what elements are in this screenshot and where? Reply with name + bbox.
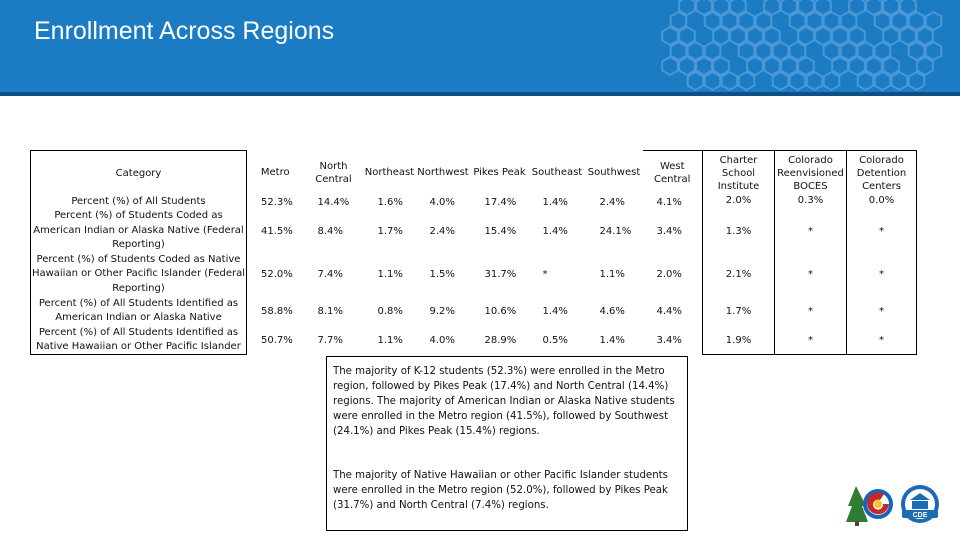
hexagon-shape — [909, 12, 925, 30]
hexagon-shape — [688, 42, 704, 60]
hexagon-shape — [662, 27, 678, 45]
hexagon-shape — [696, 57, 712, 75]
hexagon-shape — [849, 57, 865, 75]
table-cell: 14.4% — [317, 196, 350, 208]
hexagon-shape — [841, 12, 857, 30]
table-cell: 15.4% — [484, 225, 517, 237]
table-cell: * — [847, 326, 917, 355]
column-header: Southeast — [531, 167, 583, 179]
hexagon-shape — [917, 57, 933, 75]
table-cell: 0.5% — [542, 334, 568, 346]
table-cell: * — [542, 269, 548, 281]
table-cell: 7.4% — [317, 269, 343, 281]
row-category: Percent (%) of All Students Identified as American Indian or Alaska Native — [31, 297, 247, 326]
column-header: Southwest — [587, 167, 641, 179]
column-header: Colorado Detention Centers — [847, 151, 917, 196]
hexagon-shape — [739, 42, 755, 60]
table-cell: * — [775, 326, 847, 355]
hexagon-shape — [849, 27, 865, 45]
hexagon-shape — [739, 12, 755, 30]
table-cell: 0.3% — [775, 195, 847, 209]
hexagon-shape — [781, 57, 797, 75]
hexagon-shape — [747, 27, 763, 45]
hexagon-shape — [739, 72, 755, 90]
table-cell: 1.7% — [377, 225, 403, 237]
table-row — [31, 297, 917, 326]
table-cell: 1.3% — [703, 209, 775, 252]
table-cell: 1.6% — [377, 196, 403, 208]
hexagon-shape — [858, 72, 874, 90]
hexagon-shape — [790, 72, 806, 90]
hexagon-shape — [926, 12, 942, 30]
hexagon-pattern-decoration — [660, 0, 960, 92]
table-cell: 24.1% — [599, 225, 632, 237]
table-cell: 1.4% — [542, 305, 568, 317]
table-cell: 3.4% — [643, 209, 703, 252]
hexagon-shape — [713, 57, 729, 75]
table-cell: * — [775, 297, 847, 326]
hexagon-shape — [883, 57, 899, 75]
hexagon-shape — [705, 42, 721, 60]
table-cell: 1.1% — [599, 269, 625, 281]
hexagon-shape — [705, 72, 721, 90]
table-cell: 4.1% — [643, 195, 703, 209]
table-cell: 4.4% — [643, 297, 703, 326]
table-row — [31, 209, 917, 252]
hexagon-shape — [798, 27, 814, 45]
hexagon-shape — [764, 27, 780, 45]
table-row — [31, 195, 917, 209]
hexagon-shape — [764, 57, 780, 75]
column-header: Charter School Institute — [703, 151, 775, 196]
table-cell: 2.0% — [703, 195, 775, 209]
hexagon-shape — [858, 42, 874, 60]
hexagon-shape — [679, 27, 695, 45]
table-cell: 0.0% — [847, 195, 917, 209]
table-cell: 1.1% — [377, 269, 403, 281]
hexagon-shape — [926, 42, 942, 60]
table-cell: 1.7% — [703, 297, 775, 326]
hexagon-shape — [756, 12, 772, 30]
colorado-tree-logo — [846, 484, 898, 526]
hexagon-shape — [705, 12, 721, 30]
hexagon-shape — [875, 12, 891, 30]
hexagon-shape — [824, 42, 840, 60]
hexagon-shape — [841, 42, 857, 60]
table-cell: 31.7% — [484, 269, 517, 281]
table-cell: 2.4% — [599, 196, 625, 208]
table-cell: 8.1% — [317, 305, 343, 317]
summary-paragraph: The majority of K-12 students (52.3%) were enrolled in the Metro region, followed by Pikes Peak (17.4%) and North Central (14.4%) regions. The majority of American Indian or Alaska Native students were enrolled in the Metro region (41.5%), followed by Southwest (24.1%) and Pikes Peak (15.4%) regions. — [333, 366, 675, 437]
hexagon-shape — [815, 27, 831, 45]
table-cell: 4.6% — [599, 305, 625, 317]
hexagon-shape — [790, 12, 806, 30]
hexagon-shape — [722, 72, 738, 90]
hexagon-shape — [713, 27, 729, 45]
table-cell: 2.1% — [703, 253, 775, 297]
table-row — [31, 253, 917, 297]
hexagon-shape — [756, 42, 772, 60]
row-category: Percent (%) of All Students Identified as Native Hawaiian or Other Pacific Islander — [31, 326, 247, 355]
hexagon-shape — [688, 72, 704, 90]
column-header: West Central — [643, 151, 703, 196]
table-cell: 1.9% — [703, 326, 775, 355]
hexagon-shape — [790, 42, 806, 60]
hexagon-shape — [807, 12, 823, 30]
hexagon-shape — [917, 27, 933, 45]
hexagon-shape — [773, 72, 789, 90]
header-bar — [0, 0, 960, 92]
table-cell: 1.4% — [599, 334, 625, 346]
cde-logo-text: CDE — [912, 512, 928, 519]
table-cell: * — [775, 209, 847, 252]
table-cell: 58.8% — [261, 305, 293, 317]
hexagon-shape — [671, 12, 687, 30]
hexagon-shape — [773, 42, 789, 60]
hexagon-shape — [909, 72, 925, 90]
table-cell: 52.0% — [261, 269, 293, 281]
hexagon-shape — [730, 27, 746, 45]
table-cell: 1.4% — [542, 196, 568, 208]
hexagon-shape — [807, 72, 823, 90]
table-cell: 41.5% — [261, 225, 293, 237]
table-cell: 50.7% — [261, 334, 293, 346]
hexagon-shape — [909, 42, 925, 60]
hexagon-shape — [892, 12, 908, 30]
summary-textbox — [326, 356, 688, 531]
row-category: Percent (%) of Students Coded as American Indian or Alaska Native (Federal Reporting) — [31, 209, 247, 252]
table-cell: 8.4% — [317, 225, 343, 237]
header-stripe — [0, 92, 960, 96]
page-title: Enrollment Across Regions — [34, 17, 335, 45]
hexagon-shape — [832, 57, 848, 75]
table-cell: 4.0% — [429, 196, 455, 208]
hexagon-shape — [824, 72, 840, 90]
hexagon-shape — [722, 12, 738, 30]
table-cell: * — [847, 253, 917, 297]
row-category: Percent (%) of All Students — [31, 195, 247, 209]
hexagon-shape — [662, 57, 678, 75]
table-cell: * — [847, 297, 917, 326]
hexagon-shape — [866, 57, 882, 75]
table-cell: 4.0% — [429, 334, 455, 346]
column-header: Colorado Reenvisioned BOCES — [775, 151, 847, 196]
table-cell: * — [847, 209, 917, 252]
table-cell: 52.3% — [261, 196, 293, 208]
hexagon-shape — [875, 72, 891, 90]
table-cell: 2.0% — [643, 253, 703, 297]
hexagon-shape — [824, 12, 840, 30]
hexagon-shape — [747, 57, 763, 75]
column-header: Metro — [260, 167, 290, 179]
hexagon-shape — [798, 57, 814, 75]
table-cell: 1.1% — [377, 334, 403, 346]
hexagon-shape — [875, 42, 891, 60]
hexagon-shape — [892, 72, 908, 90]
hexagon-shape — [900, 27, 916, 45]
table-cell: 3.4% — [643, 326, 703, 355]
table-cell: 1.4% — [542, 225, 568, 237]
table-cell: 0.8% — [377, 305, 403, 317]
table-row — [31, 326, 917, 355]
category-header: Category — [31, 151, 247, 196]
table-cell: 1.5% — [429, 269, 455, 281]
table-cell: * — [775, 253, 847, 297]
row-category: Percent (%) of Students Coded as Native Hawaiian or Other Pacific Islander (Federal Reporting) — [31, 253, 247, 297]
column-header: Pikes Peak — [473, 167, 526, 179]
column-header: Northwest — [417, 167, 469, 179]
hexagon-shape — [832, 27, 848, 45]
summary-paragraph: The majority of Native Hawaiian or other Pacific Islander students were enrolled in the Metro region (52.0%), followed by Pikes Peak (31.7%) and North Central (7.4%) regions. — [333, 470, 668, 511]
column-header: Northeast — [364, 167, 415, 179]
table-cell: 10.6% — [484, 305, 517, 317]
table-cell: 28.9% — [484, 334, 517, 346]
cde-logo — [898, 484, 946, 526]
hexagon-shape — [671, 42, 687, 60]
enrollment-table — [30, 150, 917, 355]
hexagon-shape — [883, 27, 899, 45]
table-cell: 17.4% — [484, 196, 517, 208]
column-header: North Central — [315, 160, 352, 185]
table-cell: 9.2% — [429, 305, 455, 317]
table-cell: 2.4% — [429, 225, 455, 237]
hexagon-shape — [679, 57, 695, 75]
table-cell: 7.7% — [317, 334, 343, 346]
